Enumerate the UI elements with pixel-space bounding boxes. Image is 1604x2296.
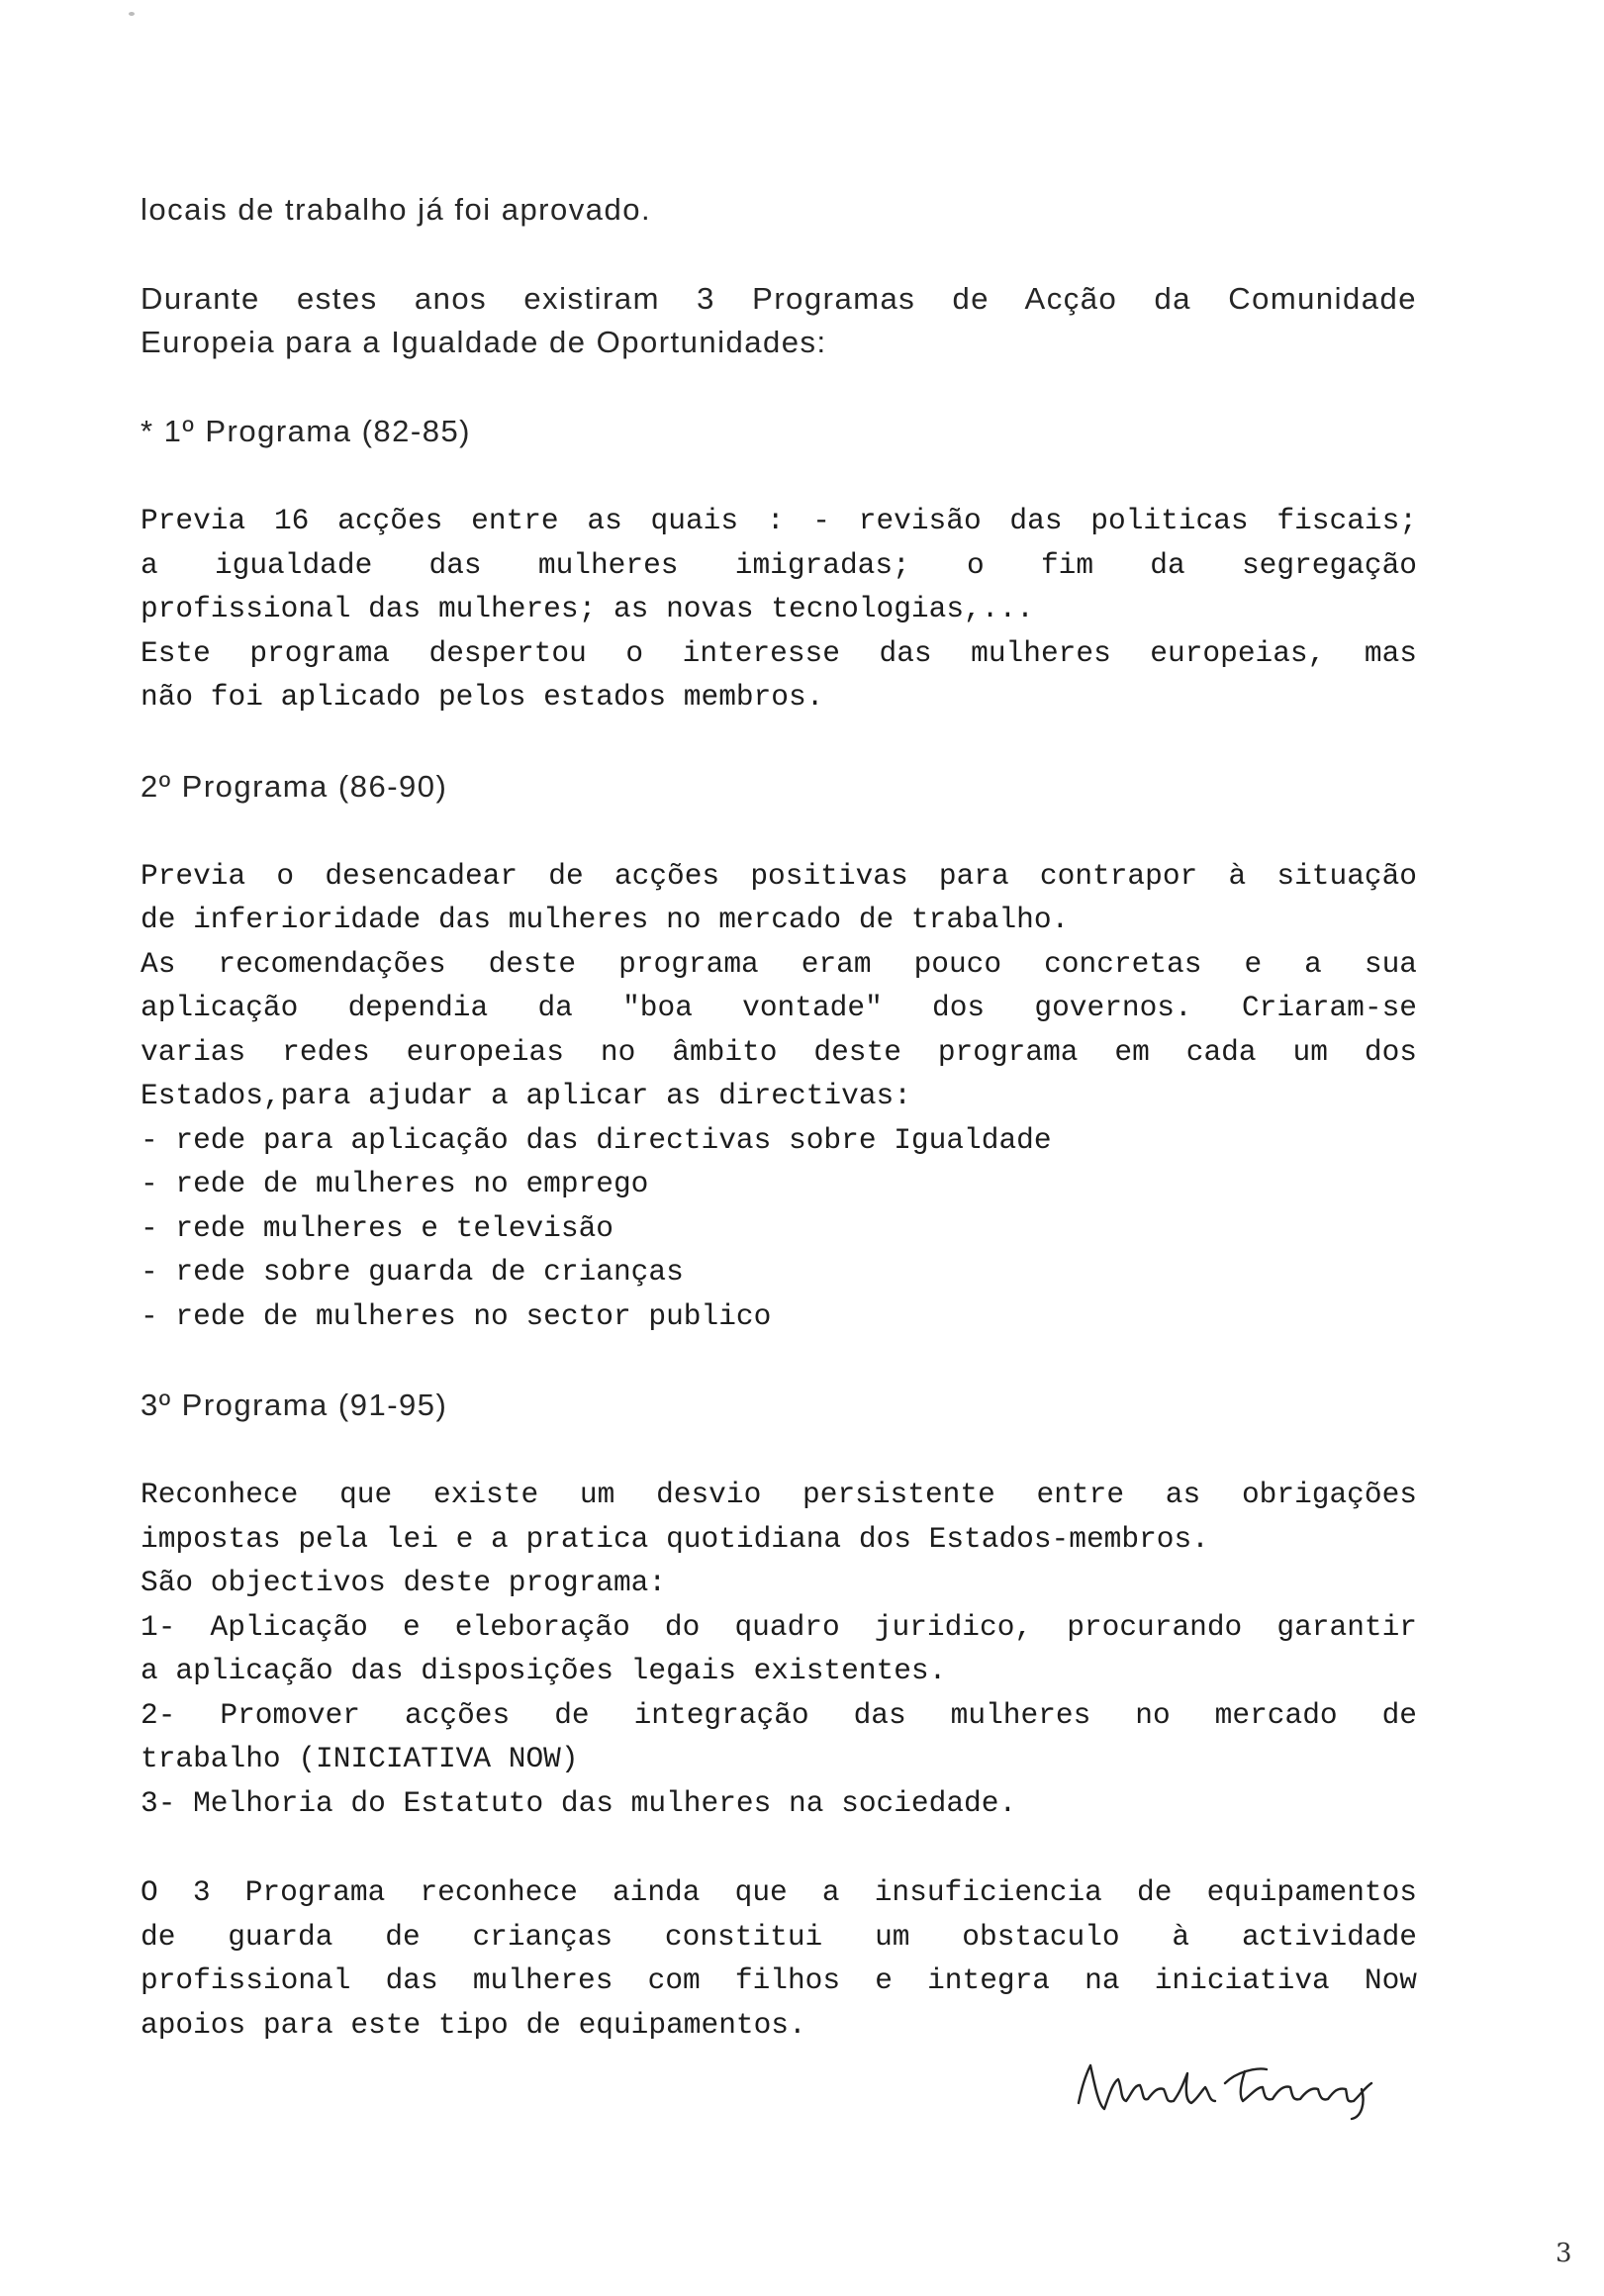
program3-line-6: 2- Promover acções de integração das mulheres no mercado de	[141, 1697, 1417, 1732]
intro-line-2: Europeia para a Igualdade de Oportunidades:	[141, 325, 827, 359]
program3-line-2: impostas pela lei e a pratica quotidiana dos Estados-membros.	[141, 1521, 1209, 1556]
program2-line-1: Previa o desencadear de acções positivas para contrapor à situação	[141, 858, 1417, 893]
program1-line-1: Previa 16 acções entre as quais : - revisão das politicas fiscais;	[141, 504, 1417, 537]
program3-body	[141, 1473, 1417, 1825]
list-item: - rede sobre guarda de crianças	[141, 1255, 684, 1289]
closing-line-2: de guarda de crianças constitui um obstaculo à actividade	[141, 1919, 1417, 1954]
closing-paragraph	[141, 1870, 1417, 2047]
list-item: - rede de mulheres no emprego	[141, 1167, 649, 1200]
program3-line-4: 1- Aplicação e eleboração do quadro juridico, procurando garantir	[141, 1609, 1417, 1644]
document-page	[141, 188, 1417, 2047]
program3-line-7: trabalho (INICIATIVA NOW)	[141, 1742, 579, 1775]
program2-line-4: aplicação dependia da "boa vontade" dos governos. Criaram-se	[141, 991, 1417, 1024]
program1-line-4: Este programa despertou o interesse das mulheres europeias, mas	[141, 635, 1417, 670]
intro-line-1: Durante estes anos existiram 3 Programas de Acção da Comunidade	[141, 281, 1417, 316]
closing-line-3: profissional das mulheres com filhos e integra na iniciativa Now	[141, 1963, 1417, 1997]
list-item: - rede de mulheres no sector publico	[141, 1298, 772, 1333]
closing-line-1: O 3 Programa reconhece ainda que a insuficiencia de equipamentos	[141, 1875, 1417, 1909]
program3-line-5: a aplicação das disposições legais existentes.	[141, 1654, 947, 1687]
program1-heading: * 1º Programa (82-85)	[141, 414, 472, 448]
program2-line-5: varias redes europeias no âmbito deste programa em cada um dos	[141, 1034, 1417, 1069]
program2-line-3: As recomendações deste programa eram pouco concretas e a sua	[141, 946, 1417, 981]
intro-line: locais de trabalho já foi aprovado.	[141, 192, 652, 227]
program2-body	[141, 854, 1417, 1339]
program1-body	[141, 499, 1417, 719]
program3-line-8: 3- Melhoria do Estatuto das mulheres na sociedade.	[141, 1785, 1017, 1820]
paper-speck	[129, 12, 135, 16]
program3-line-1: Reconhece que existe um desvio persistente entre as obrigações	[141, 1478, 1417, 1511]
program3-heading: 3º Programa (91-95)	[141, 1387, 448, 1422]
program3-line-3: São objectivos deste programa:	[141, 1566, 667, 1599]
handwritten-signature	[1069, 2044, 1385, 2123]
program2-line-2: de inferioridade das mulheres no mercado de trabalho.	[141, 903, 1070, 936]
list-item: - rede mulheres e televisão	[141, 1210, 613, 1245]
page-number: 3	[1556, 2239, 1572, 2268]
intro-paragraph	[141, 277, 1417, 364]
program2-heading: 2º Programa (86-90)	[141, 768, 448, 804]
list-item: - rede para aplicação das directivas sobre Igualdade	[141, 1122, 1052, 1157]
program1-line-5: não foi aplicado pelos estados membros.	[141, 680, 824, 714]
program1-line-2: a igualdade das mulheres imigradas; o fim da segregação	[141, 547, 1417, 582]
program2-line-6: Estados,para ajudar a aplicar as directivas:	[141, 1079, 911, 1112]
closing-line-4: apoios para este tipo de equipamentos.	[141, 2007, 806, 2042]
program1-line-3: profissional das mulheres; as novas tecnologias,...	[141, 592, 1034, 625]
